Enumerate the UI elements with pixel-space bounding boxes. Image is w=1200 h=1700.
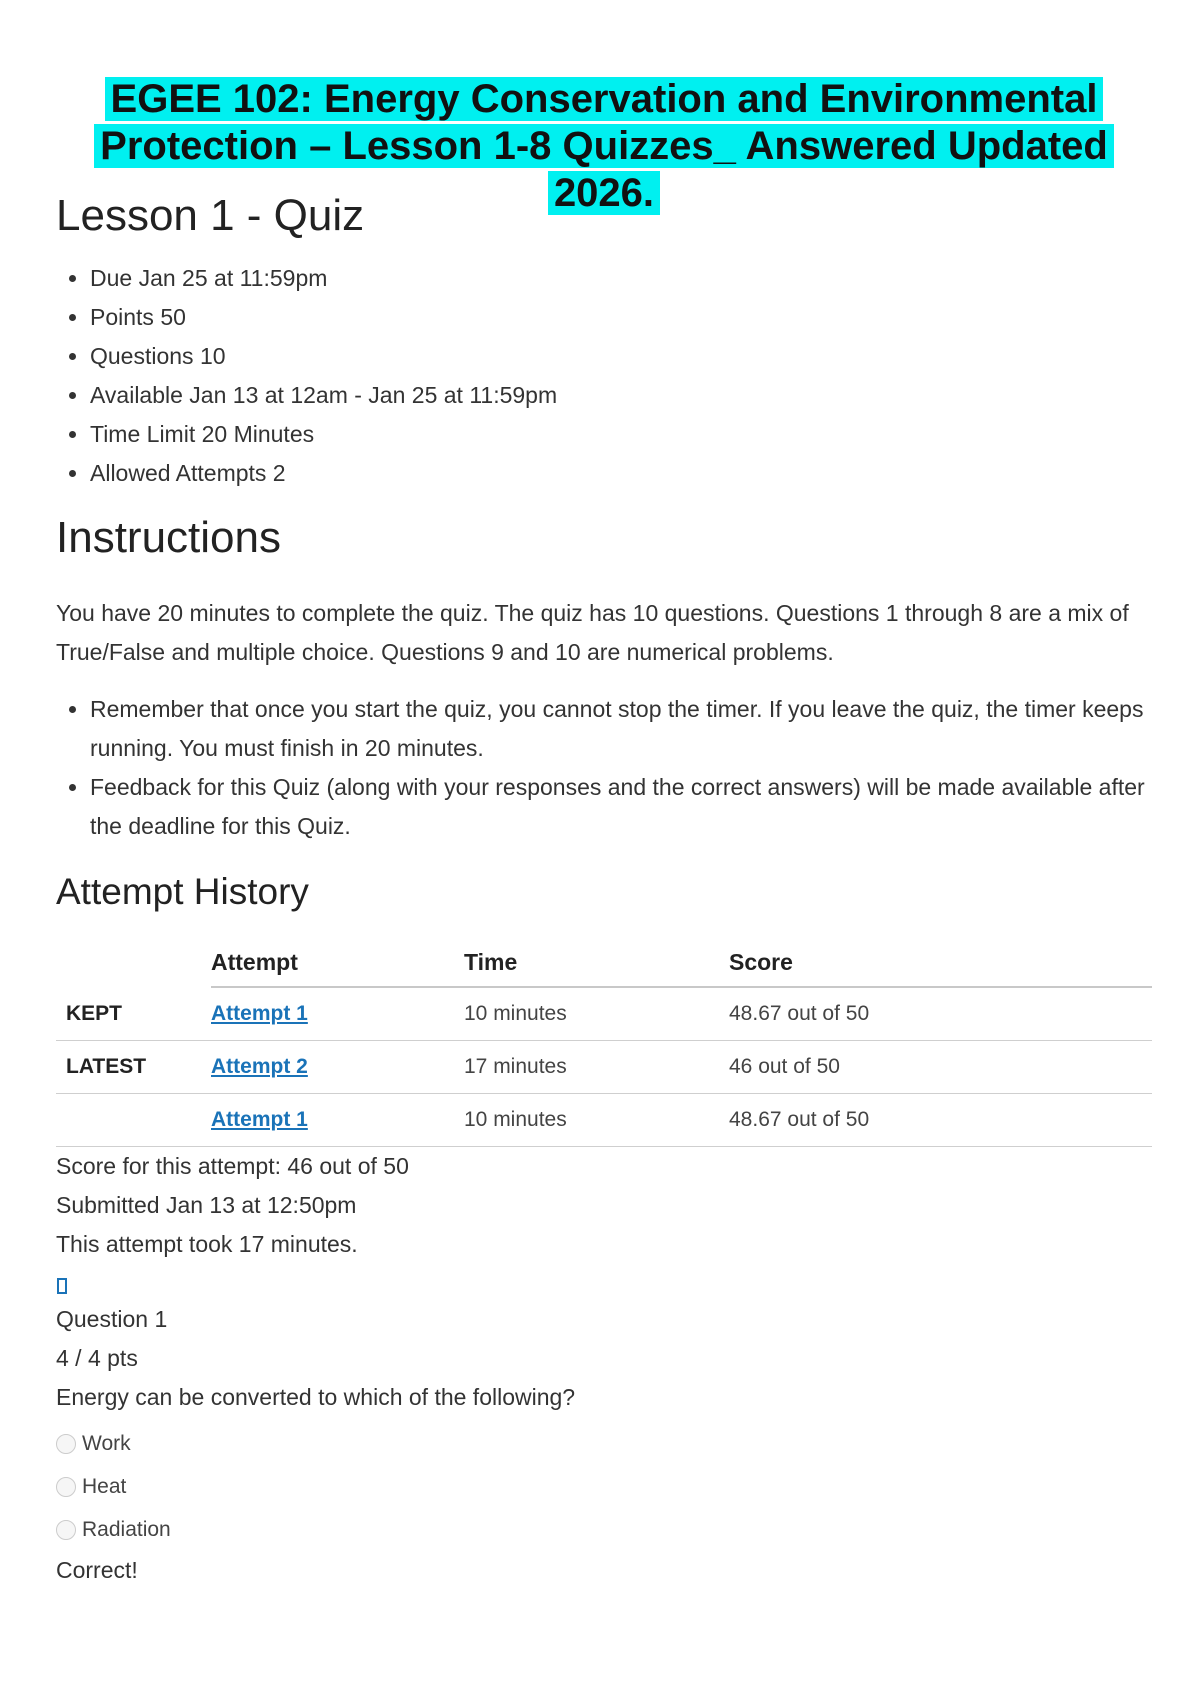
attempt-link[interactable]: Attempt 1: [211, 1002, 308, 1025]
quiz-title: Lesson 1 - Quiz: [56, 191, 365, 240]
attempt-status: [56, 1094, 211, 1147]
instructions-heading: Instructions: [56, 513, 281, 562]
attempt-link[interactable]: Attempt 1: [211, 1108, 308, 1131]
quiz-detail-questions: • Questions 10: [90, 337, 557, 376]
attempt-history-table: [56, 938, 1152, 1147]
answer-label: Heat: [82, 1475, 127, 1498]
header-score: Score: [729, 938, 1152, 987]
radio-button-icon[interactable]: [56, 1520, 76, 1540]
header-attempt: Attempt: [211, 938, 464, 987]
note-timer: • Remember that once you start the quiz, you cannot stop the timer. If you leave the quiz, the timer keeps running. You must finish in 20 minutes.: [90, 690, 1150, 768]
question-feedback: Correct!: [56, 1557, 138, 1583]
table-row: [56, 1041, 1152, 1094]
attempt-cell: [211, 987, 464, 1041]
document-title-line-2: Protection – Lesson 1-8 Quizzes_ Answered Updated 2026.: [94, 124, 1114, 215]
attempt-status: LATEST: [56, 1041, 211, 1094]
attempt-score: 48.67 out of 50: [729, 987, 1152, 1041]
attempt-time: 17 minutes: [464, 1041, 729, 1094]
instructions-notes: [56, 690, 1150, 846]
attempt-history-heading: Attempt History: [56, 871, 309, 912]
quiz-detail-due: • Due Jan 25 at 11:59pm: [90, 259, 557, 298]
answer-label: Radiation: [82, 1518, 171, 1541]
attempt-status: KEPT: [56, 987, 211, 1041]
attempt-submitted-text: Submitted Jan 13 at 12:50pm: [56, 1192, 357, 1218]
attempt-time: 10 minutes: [464, 1094, 729, 1147]
table-row: [56, 1094, 1152, 1147]
answer-option[interactable]: [56, 1508, 575, 1551]
answer-option[interactable]: [56, 1465, 575, 1508]
attempt-score-text: Score for this attempt: 46 out of 50: [56, 1153, 409, 1179]
question-1: [56, 1300, 575, 1590]
flag-icon[interactable]: [57, 1278, 67, 1294]
answer-list: [56, 1422, 575, 1551]
instructions-body: You have 20 minutes to complete the quiz. The quiz has 10 questions. Questions 1 through 8 are a mix of True/False and multiple choice. Questions 9 and 10 are numerical problems.: [56, 600, 1129, 665]
quiz-details-list: [56, 259, 557, 493]
table-row: [56, 987, 1152, 1041]
radio-button-icon[interactable]: [56, 1434, 76, 1454]
document-title-line-1: EGEE 102: Energy Conservation and Environmental: [105, 77, 1104, 121]
attempt-score: 46 out of 50: [729, 1041, 1152, 1094]
attempt-history-header-row: [56, 938, 1152, 987]
attempt-link[interactable]: Attempt 2: [211, 1055, 308, 1078]
attempt-cell: [211, 1041, 464, 1094]
question-label: Question 1: [56, 1306, 168, 1332]
header-time: Time: [464, 938, 729, 987]
question-points: 4 / 4 pts: [56, 1345, 138, 1371]
answer-label: Work: [82, 1432, 131, 1455]
quiz-detail-available: • Available Jan 13 at 12am - Jan 25 at 11:59pm: [90, 376, 557, 415]
header-status: [56, 938, 211, 987]
attempt-duration-text: This attempt took 17 minutes.: [56, 1231, 358, 1257]
quiz-detail-points: • Points 50: [90, 298, 557, 337]
answer-option[interactable]: [56, 1422, 575, 1465]
attempt-summary: [56, 1147, 409, 1264]
attempt-score: 48.67 out of 50: [729, 1094, 1152, 1147]
radio-button-icon[interactable]: [56, 1477, 76, 1497]
attempt-cell: [211, 1094, 464, 1147]
quiz-detail-allowed-attempts: • Allowed Attempts 2: [90, 454, 557, 493]
quiz-detail-time-limit: • Time Limit 20 Minutes: [90, 415, 557, 454]
question-prompt: Energy can be converted to which of the following?: [56, 1384, 576, 1410]
attempt-time: 10 minutes: [464, 987, 729, 1041]
note-feedback: • Feedback for this Quiz (along with your responses and the correct answers) will be made available after the deadline for this Quiz.: [90, 768, 1150, 846]
